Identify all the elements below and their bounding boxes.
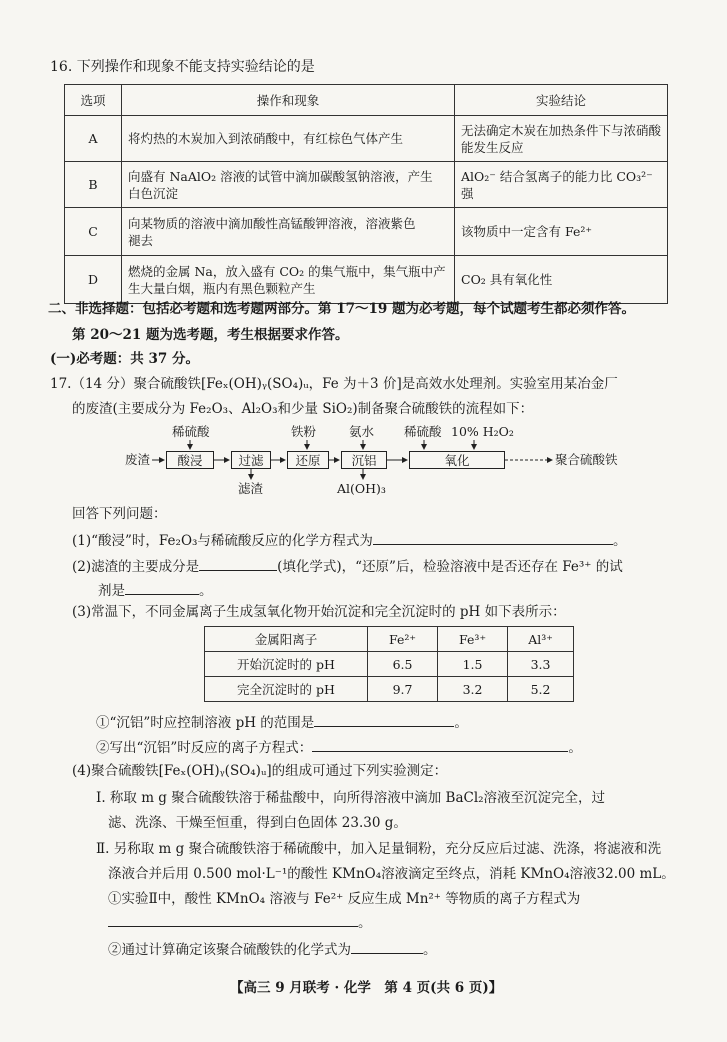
ph-cell: 9.7 [368,677,438,702]
q17-exp1: Ⅰ. 称取 m g 聚合硫酸铁溶于稀盐酸中，向所得溶液中滴加 BaCl₂溶液至沉淀完全，过 [96,790,606,806]
flow-step-reduce: 还原 [287,451,329,469]
flow-start: 废渣 [125,452,151,467]
flow-arrows [0,0,727,520]
flow-input-label: 铁粉 [291,424,317,439]
q16-option: A [65,116,122,162]
q16-header-conclusion: 实验结论 [455,85,668,116]
q16-header-option: 选项 [65,85,122,116]
ph-cell: 1.5 [438,652,508,677]
q16-conclusion: 无法确定木炭在加热条件下与浓硝酸 能发生反应 [455,116,668,162]
flow-output-label: 滤渣 [238,481,264,496]
q17-calc2: ②通过计算确定该聚合硫酸铁的化学式为 。 [108,939,437,959]
ph-header: Fe³⁺ [438,627,508,652]
q17-exp1-line2: 滤、洗涤、干燥至恒重，得到白色固体 23.30 g。 [108,815,407,831]
flow-step-precipitate-al: 沉铝 [341,451,387,469]
q16-stem: 16. 下列操作和现象不能支持实验结论的是 [50,59,315,75]
q17-part1: (1)“酸浸”时，Fe₂O₃与稀硫酸反应的化学方程式为 。 [72,530,626,550]
q16-conclusion: 该物质中一定含有 Fe²⁺ [455,208,668,256]
page-footer: 【高三 9 月联考 · 化学 第 4 页(共 6 页)】 [230,980,503,996]
q17-stem: 17.（14 分）聚合硫酸铁[Feₓ(OH)ᵧ(SO₄)ᵤ，Fe 为＋3 价]是高效水处理剂。实验室用某冶金厂 [50,376,618,392]
q16-option: C [65,208,122,256]
q16-option: B [65,162,122,208]
ph-cell: 3.3 [508,652,574,677]
q17-part2: (2)滤渣的主要成分是 (填化学式)，“还原”后，检验溶液中是否还存在 Fe³⁺ 的试 [72,556,623,576]
ph-header: Fe²⁺ [368,627,438,652]
q17-stem-line2: 的废渣(主要成分为 Fe₂O₃、Al₂O₃和少量 SiO₂)制备聚合硫酸铁的流程如下： [72,401,534,417]
flow-input-label: 10% H₂O₂ [451,424,514,439]
subsection-heading: (一)必考题：共 37 分。 [50,351,199,367]
q17-exp2: Ⅱ. 另称取 m g 聚合硫酸铁溶于稀硫酸中，加入足量铜粉，充分反应后过滤、洗涤，将滤液和洗 [96,841,662,857]
answer-blank[interactable] [199,556,277,571]
flow-input-label: 氨水 [349,424,375,439]
answer-intro: 回答下列问题： [72,506,167,522]
section-heading: 二、非选择题：包括必考题和选考题两部分。第 17～19 题为必考题，每个试题考生都必须作答。 [48,301,635,317]
q17-part3: (3)常温下，不同金属离子生成氢氧化物开始沉淀和完全沉淀时的 pH 如下表所示： [72,604,566,620]
q17-calc1-answer: 。 [108,912,372,932]
flow-output-label: Al(OH)₃ [337,481,386,496]
q17-exp2-line2: 涤液合并后用 0.500 mol·L⁻¹的酸性 KMnO₄溶液滴定至终点，消耗 KMnO₄溶液32.00 mL。 [108,866,675,882]
q17-calc1: ①实验Ⅱ中，酸性 KMnO₄ 溶液与 Fe²⁺ 反应生成 Mn²⁺ 等物质的离子方程式为 [108,891,581,907]
answer-blank[interactable] [314,712,454,727]
ph-cell: 6.5 [368,652,438,677]
q16-conclusion: AlO₂⁻ 结合氢离子的能力比 CO₃²⁻ 强 [455,162,668,208]
answer-blank[interactable] [125,580,199,595]
flow-step-filter: 过滤 [231,451,271,469]
q16-operation: 向盛有 NaAlO₂ 溶液的试管中滴加碳酸氢钠溶液，产生 白色沉淀 [122,162,455,208]
q16-operation: 向某物质的溶液中滴加酸性高锰酸钾溶液，溶液紫色 褪去 [122,208,455,256]
ph-header: Al³⁺ [508,627,574,652]
flow-step-acid-leach: 酸浸 [166,451,214,469]
ph-cell: 3.2 [438,677,508,702]
ph-table [204,626,574,702]
ph-cell: 5.2 [508,677,574,702]
flow-input-label: 稀硫酸 [404,424,442,439]
section-heading-line2: 第 20～21 题为选考题，考生根据要求作答。 [72,327,349,343]
flow-product: 聚合硫酸铁 [555,452,618,467]
q16-option: D [65,256,122,304]
table-row [205,677,574,702]
q17-part3-1: ①“沉铝”时应控制溶液 pH 的范围是 。 [96,712,468,732]
q17-part3-2: ②写出“沉铝”时反应的离子方程式： 。 [96,737,582,757]
answer-blank[interactable] [312,737,568,752]
flow-step-oxidize: 氧化 [409,451,505,469]
q16-operation: 燃烧的金属 Na，放入盛有 CO₂ 的集气瓶中，集气瓶中产 生大量白烟，瓶内有黑色颗粒产生 [122,256,455,304]
q17-part4: (4)聚合硫酸铁[Feₓ(OH)ᵧ(SO₄)ᵤ]的组成可通过下列实验测定： [72,763,448,779]
q17-part2-line2: 剂是 。 [98,580,213,600]
flow-input-label: 稀硫酸 [172,424,210,439]
ph-cell: 开始沉淀时的 pH [205,652,368,677]
q16-conclusion: CO₂ 具有氧化性 [455,256,668,304]
answer-blank[interactable] [108,912,358,927]
answer-blank[interactable] [373,530,613,545]
ph-cell: 完全沉淀时的 pH [205,677,368,702]
q16-header-operation: 操作和现象 [122,85,455,116]
table-row [205,652,574,677]
q16-operation: 将灼热的木炭加入到浓硝酸中，有红棕色气体产生 [122,116,455,162]
ph-header: 金属阳离子 [205,627,368,652]
answer-blank[interactable] [351,939,423,954]
